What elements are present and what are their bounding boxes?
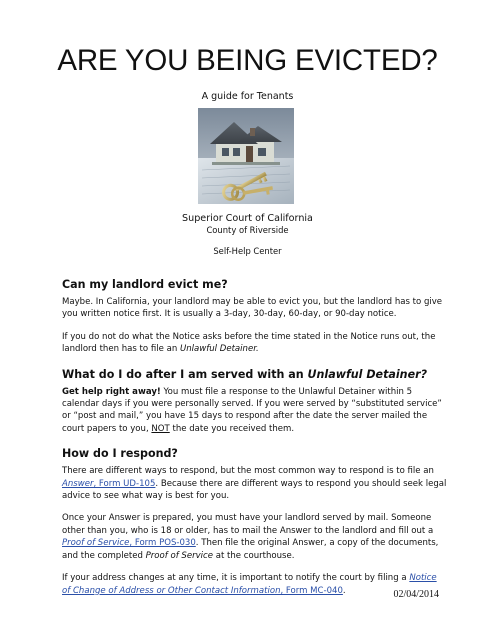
guide-content [62, 278, 447, 597]
evict-paragraph-2: If you do not do what the Notice asks before the time stated in the Notice runs out, the landlord then has to file an Unlawful Detainer. [62, 331, 436, 355]
page-subtitle: A guide for Tenants [201, 91, 294, 102]
served-paragraph: Get help right away! You must file a response to the Unlawful Detainer within 5 calendar days if you were personally served. If you were served by “substituted service” or “post and mail,” you have 15 days to respond after the date the server mailed the court papers to you, NOT the date you received them. [62, 386, 442, 434]
footer-date: 02/04/2014 [393, 589, 439, 600]
unlawful-detainer-term: Unlawful Detainer. [179, 344, 259, 355]
evict-paragraph-1: Maybe. In California, your landlord may be able to evict you, but the landlord has to give you written notice first. It is usually a 3-day, 30-day, 60-day, or 90-day notice. [62, 297, 443, 320]
heading-how-respond: How do I respond? [62, 447, 178, 461]
heading-after-served: What do I do after I am served with an Unlawful Detainer? [62, 367, 428, 381]
respond-paragraph-2: Once your Answer is prepared, you must have your landlord served by mail. Someone other than you, who is 18 or older, has to mail the Answer to the landlord and fill out a Proof of Service, Form POS-030. Then file the original Answer, a copy of the documents, and the completed Proof of Service at the courthouse. [62, 513, 439, 561]
get-help-emphasis: Get help right away! [62, 386, 161, 397]
answer-form-link[interactable]: Answer, Form UD-105 [62, 478, 156, 489]
proof-of-service-link[interactable]: Proof of Service, Form POS-030 [62, 538, 196, 549]
heading-can-landlord-evict: Can my landlord evict me? [62, 278, 228, 291]
respond-paragraph-3: If your address changes at any time, it is important to notify the court by filing a Notice of Change of Address or Other Contact Information, Form MC-040. [62, 573, 437, 596]
court-name: Superior Court of California [182, 213, 313, 224]
self-help-center: Self-Help Center [213, 246, 282, 256]
respond-paragraph-1: There are different ways to respond, but the most common way to respond is to file an Answer, Form UD-105. Because there are different ways to respond you should seek legal advice to see what way is best for you. [62, 466, 447, 502]
house-keys-image [198, 108, 294, 204]
notice-of-change-link[interactable]: Notice of Change of Address or Other Contact Information, Form MC-040 [62, 573, 437, 596]
court-county: County of Riverside [206, 225, 289, 235]
page-title: ARE YOU BEING EVICTED? [57, 44, 438, 77]
